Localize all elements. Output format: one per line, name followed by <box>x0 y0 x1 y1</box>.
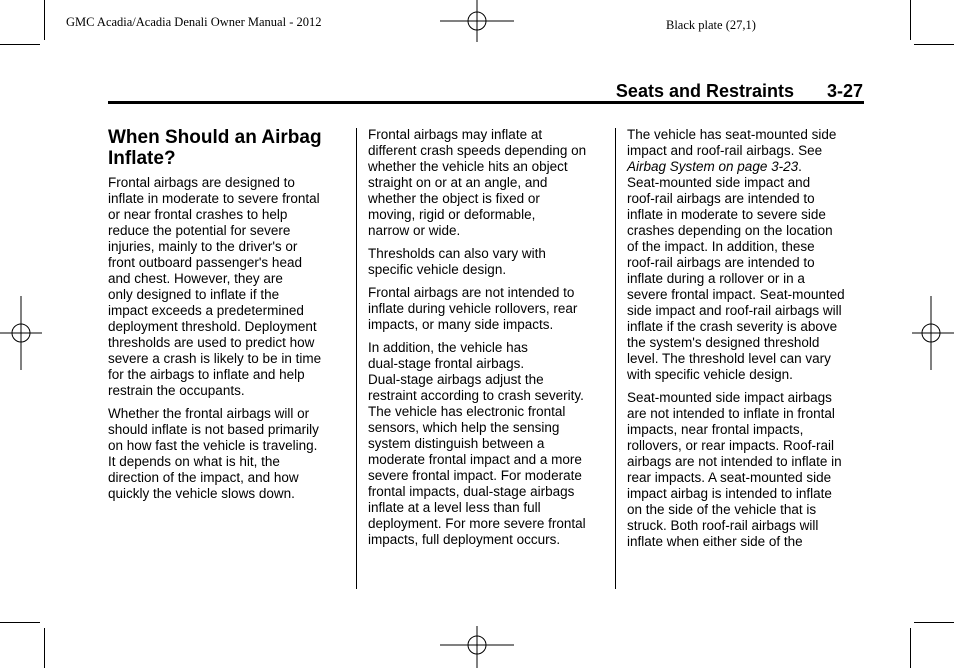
text-line: should inflate is not based primarily <box>108 422 319 437</box>
column-divider <box>615 128 616 589</box>
text-line: impacts, full deployment occurs. <box>368 532 561 547</box>
text-line: or near frontal crashes to help <box>108 207 288 222</box>
heading-line: When Should an Airbag <box>108 127 322 148</box>
text-line: Dual-stage airbags adjust the <box>368 372 544 387</box>
text-line: severe frontal impact. Seat-mounted <box>627 287 845 302</box>
text-line: Frontal airbags are not intended to <box>368 285 575 300</box>
text-line: restrain the occupants. <box>108 383 245 398</box>
crop-mark <box>44 0 45 40</box>
text-line: Seat-mounted side impact and <box>627 175 811 190</box>
text-line: level. The threshold level can vary <box>627 351 831 366</box>
text-line: straight on or at an angle, and <box>368 175 548 190</box>
column-divider <box>356 128 357 589</box>
registration-mark-top <box>440 0 514 44</box>
crop-mark <box>910 628 911 668</box>
heading-line: Inflate? <box>108 148 176 169</box>
text-line: impact exceeds a predetermined <box>108 303 304 318</box>
crop-mark <box>0 622 40 623</box>
text-line: reduce the potential for severe <box>108 223 291 238</box>
text-line: the system's designed threshold <box>627 335 820 350</box>
crop-mark <box>914 622 954 623</box>
text-line: inflate in moderate to severe side <box>627 207 826 222</box>
text-line: crashes depending on the location <box>627 223 833 238</box>
text-line: struck. Both roof-rail airbags will <box>627 518 819 533</box>
text-line: deployment threshold. Deployment <box>108 319 317 334</box>
paragraph <box>627 127 863 383</box>
text-line: roof-rail airbags are intended to <box>627 191 815 206</box>
text-line: Thresholds can also vary with <box>368 246 546 261</box>
section-heading <box>108 127 344 169</box>
text-line: system distinguish between a <box>368 436 545 451</box>
text-line: The vehicle has electronic frontal <box>368 404 566 419</box>
text-line: airbags are not intended to inflate in <box>627 454 842 469</box>
text-line: different crash speeds depending on <box>368 143 587 158</box>
text-line: inflate when either side of the <box>627 534 803 549</box>
text-line: The vehicle has seat-mounted side <box>627 127 837 142</box>
text-line: whether the vehicle hits an object <box>368 159 568 174</box>
paragraph <box>368 246 608 278</box>
text-line: It depends on what is hit, the <box>108 454 280 469</box>
registration-mark-bottom <box>440 624 514 668</box>
column-1 <box>108 127 344 509</box>
slug-right: Black plate (27,1) <box>666 18 756 32</box>
text-line: severe a crash is likely to be in time <box>108 351 322 366</box>
text-line: injuries, mainly to the driver's or <box>108 239 298 254</box>
text-line: specific vehicle design. <box>368 262 507 277</box>
text-line: whether the object is fixed or <box>368 191 540 206</box>
registration-mark-left <box>0 296 44 370</box>
text-line: rear impacts. A seat-mounted side <box>627 470 832 485</box>
text-line: quickly the vehicle slows down. <box>108 486 295 501</box>
text-line: inflate at a level less than full <box>368 500 541 515</box>
text-line: moving, rigid or deformable, <box>368 207 536 222</box>
page-header <box>108 80 863 102</box>
text-line: Frontal airbags are designed to <box>108 175 295 190</box>
header-rule <box>108 101 864 104</box>
text-line: moderate frontal impact and a more <box>368 452 582 467</box>
paragraph <box>108 175 344 399</box>
punctuation: . <box>798 159 802 174</box>
text-line: for the airbags to inflate and help <box>108 367 305 382</box>
cross-reference-link[interactable]: Airbag System on page 3-23 <box>627 159 799 174</box>
text-line: Frontal airbags may inflate at <box>368 127 543 142</box>
text-line: Whether the frontal airbags will or <box>108 406 310 421</box>
text-line <box>627 159 863 175</box>
text-line: on how fast the vehicle is traveling. <box>108 438 318 453</box>
crop-mark <box>0 44 40 45</box>
text-line: dual-stage frontal airbags. <box>368 356 525 371</box>
crop-mark <box>910 0 911 40</box>
text-line: sensors, which help the sensing <box>368 420 560 435</box>
text-line: with specific vehicle design. <box>627 367 793 382</box>
column-3 <box>627 127 863 557</box>
text-line: inflate during vehicle rollovers, rear <box>368 301 578 316</box>
text-line: are not intended to inflate in frontal <box>627 406 835 421</box>
text-line: deployment. For more severe frontal <box>368 516 586 531</box>
slug-left: GMC Acadia/Acadia Denali Owner Manual - 2012 <box>66 15 322 29</box>
text-line: on the side of the vehicle that is <box>627 502 817 517</box>
text-line: inflate if the crash severity is above <box>627 319 838 334</box>
text-line: impacts, near frontal impacts, <box>627 422 804 437</box>
text-line: impact airbag is intended to inflate <box>627 486 832 501</box>
text-line: roof-rail airbags are intended to <box>627 255 815 270</box>
text-line: and chest. However, they are <box>108 271 283 286</box>
paragraph <box>627 390 863 550</box>
paragraph <box>368 127 608 239</box>
crop-mark <box>914 44 954 45</box>
text-line: side impact and roof-rail airbags will <box>627 303 842 318</box>
text-line: direction of the impact, and how <box>108 470 299 485</box>
page-number: 3-27 <box>826 81 863 101</box>
text-line: severe frontal impact. For moderate <box>368 468 582 483</box>
text-line: of the impact. In addition, these <box>627 239 815 254</box>
registration-mark-right <box>910 296 954 370</box>
text-line: front outboard passenger's head <box>108 255 302 270</box>
text-line: rollovers, or rear impacts. Roof-rail <box>627 438 835 453</box>
text-line: thresholds are used to predict how <box>108 335 315 350</box>
paragraph <box>108 406 344 502</box>
text-line: restraint according to crash severity. <box>368 388 584 403</box>
text-line: frontal impacts, dual-stage airbags <box>368 484 575 499</box>
section-title-header: Seats and Restraints <box>615 81 794 101</box>
text-line: only designed to inflate if the <box>108 287 280 302</box>
paragraph <box>368 340 608 548</box>
text-line: Seat-mounted side impact airbags <box>627 390 832 405</box>
paragraph <box>368 285 608 333</box>
crop-mark <box>44 628 45 668</box>
text-line: impact and roof-rail airbags. See <box>627 143 823 158</box>
text-line: In addition, the vehicle has <box>368 340 528 355</box>
column-2 <box>368 127 608 555</box>
text-line: impacts, or many side impacts. <box>368 317 554 332</box>
text-line: inflate in moderate to severe frontal <box>108 191 320 206</box>
text-line: narrow or wide. <box>368 223 461 238</box>
text-line: inflate during a rollover or in a <box>627 271 805 286</box>
